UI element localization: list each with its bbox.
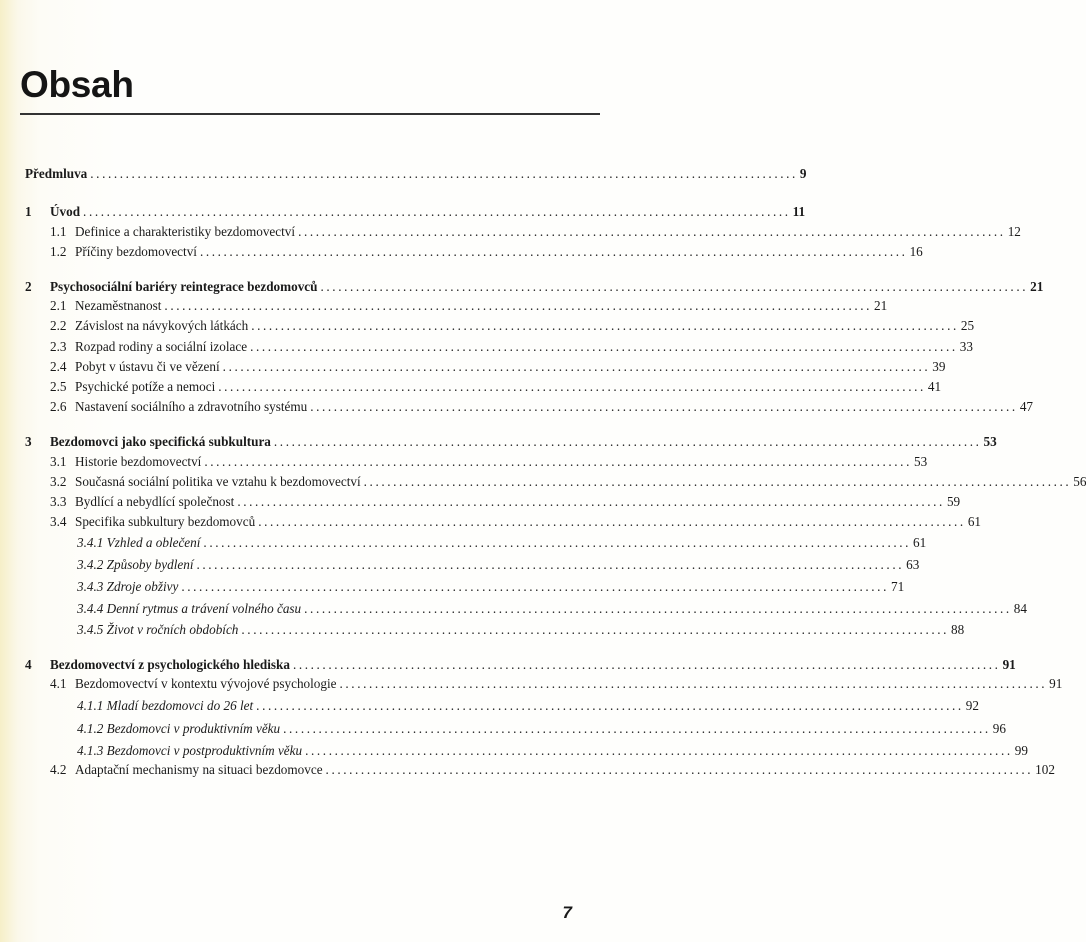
page-ref: 11 bbox=[792, 204, 806, 219]
section-title: Psychické potíže a nemoci bbox=[75, 379, 216, 394]
section-title: Adaptační mechanismy na situaci bezdomovce bbox=[75, 762, 323, 777]
page-ref: 102 bbox=[1035, 762, 1055, 777]
toc-entry bbox=[0, 534, 927, 552]
toc-entry bbox=[0, 223, 1021, 241]
dot-leader: ........................................................................................................................ bbox=[363, 474, 1072, 489]
section-title: Pobyt v ústavu či ve vězení bbox=[75, 359, 220, 374]
entry-title: 3.4.5 Život v ročních obdobích bbox=[77, 622, 239, 637]
entry-title bbox=[50, 675, 337, 693]
toc-entry bbox=[0, 453, 928, 471]
section-title: Bezdomovectví v kontextu vývojové psychologie bbox=[75, 676, 337, 691]
section-title: Rozpad rodiny a sociální izolace bbox=[75, 339, 248, 354]
dot-leader: ........................................................................................................................ bbox=[241, 622, 950, 637]
section-title: Bydlící a nebydlící společnost bbox=[75, 494, 235, 509]
entry-title: 3.4.1 Vzhled a oblečení bbox=[77, 535, 201, 550]
page-ref: 16 bbox=[909, 244, 923, 259]
toc-entry bbox=[0, 473, 1086, 491]
chapter-number: 1 bbox=[25, 204, 32, 219]
section-number: 2.6 bbox=[50, 399, 67, 414]
toc-entry bbox=[0, 742, 1028, 760]
page-ref: 91 bbox=[1002, 657, 1016, 672]
toc-entry bbox=[0, 433, 997, 451]
entry-title bbox=[50, 493, 234, 511]
page-ref: 47 bbox=[1019, 399, 1034, 414]
dot-leader: ........................................................................................................................ bbox=[283, 721, 991, 736]
entry-title: 4.1.1 Mladí bezdomovci do 26 let bbox=[77, 698, 254, 713]
entry-title: 3.4.3 Zdroje obživy bbox=[77, 579, 179, 594]
toc-entry bbox=[0, 761, 1055, 779]
dot-leader: ........................................................................................................................ bbox=[196, 557, 905, 572]
chapter-number: 3 bbox=[25, 434, 32, 449]
page-ref: 63 bbox=[906, 557, 920, 572]
page-ref: 61 bbox=[913, 535, 927, 550]
section-number: 2.4 bbox=[50, 359, 67, 374]
section-number: 3.1 bbox=[50, 454, 67, 469]
toc-entry bbox=[0, 165, 807, 183]
dot-leader: ........................................................................................................................ bbox=[222, 359, 931, 374]
page-ref: 91 bbox=[1049, 676, 1063, 691]
dot-leader: ........................................................................................................................ bbox=[298, 224, 1006, 239]
dot-leader: ........................................................................................................................ bbox=[304, 601, 1012, 616]
entry-title bbox=[50, 398, 307, 416]
toc-entry bbox=[0, 621, 965, 639]
section-title: Historie bezdomovectví bbox=[75, 454, 202, 469]
entry-title bbox=[50, 378, 215, 396]
page-ref: 21 bbox=[874, 298, 888, 313]
toc-entry bbox=[0, 338, 973, 356]
toc-entry bbox=[0, 203, 806, 221]
section-number: 2.2 bbox=[50, 318, 67, 333]
toc-entry bbox=[0, 378, 942, 396]
page-number: 7 bbox=[562, 903, 572, 922]
dot-leader: ........................................................................................................................ bbox=[83, 204, 791, 219]
dot-leader: ........................................................................................................................ bbox=[320, 279, 1029, 294]
section-number: 1.2 bbox=[50, 244, 67, 259]
page-ref: 96 bbox=[992, 721, 1006, 736]
section-title: Nastavení sociálního a zdravotního systému bbox=[75, 399, 308, 414]
section-number: 2.3 bbox=[50, 339, 67, 354]
toc-entry bbox=[0, 720, 1006, 738]
entry-title bbox=[50, 453, 201, 471]
chapter-number: 4 bbox=[25, 657, 32, 672]
entry-title: 4.1.2 Bezdomovci v produktivním věku bbox=[77, 721, 281, 736]
page-ref: 99 bbox=[1014, 743, 1028, 758]
toc-entry bbox=[0, 493, 961, 511]
page-ref: 25 bbox=[960, 318, 975, 333]
page-title: Obsah bbox=[20, 64, 134, 105]
dot-leader: ........................................................................................................................ bbox=[292, 657, 1001, 672]
dot-leader: ........................................................................................................................ bbox=[258, 514, 966, 529]
entry-title: Bezdomovectví z psychologického hlediska bbox=[50, 657, 290, 672]
dot-leader: ........................................................................................................................ bbox=[181, 579, 889, 594]
entry-title bbox=[50, 513, 255, 531]
toc-entry bbox=[0, 675, 1063, 693]
dot-leader: ........................................................................................................................ bbox=[325, 762, 1034, 777]
dot-leader: ........................................................................................................................ bbox=[251, 318, 959, 333]
section-number: 1.1 bbox=[50, 224, 67, 239]
dot-leader: ........................................................................................................................ bbox=[310, 399, 1018, 414]
section-title: Specifika subkultury bezdomovců bbox=[75, 514, 256, 529]
dot-leader: ........................................................................................................................ bbox=[90, 166, 798, 181]
entry-title bbox=[50, 761, 323, 779]
section-title: Příčiny bezdomovectví bbox=[75, 244, 197, 259]
entry-title: 3.4.2 Způsoby bydlení bbox=[77, 557, 194, 572]
page-ref: 88 bbox=[951, 622, 965, 637]
dot-leader: ........................................................................................................................ bbox=[164, 298, 873, 313]
section-title: Současná sociální politika ve vztahu k bezdomovectví bbox=[75, 474, 361, 489]
dot-leader: ........................................................................................................................ bbox=[256, 698, 964, 713]
page-ref: 92 bbox=[965, 698, 979, 713]
page-ref: 53 bbox=[913, 454, 928, 469]
entry-title bbox=[50, 473, 361, 491]
toc-entry bbox=[0, 578, 905, 596]
entry-title: 4.1.3 Bezdomovci v postproduktivním věku bbox=[77, 743, 303, 758]
entry-title bbox=[50, 358, 220, 376]
section-number: 3.3 bbox=[50, 494, 67, 509]
entry-title: Předmluva bbox=[25, 166, 88, 181]
entry-title bbox=[50, 223, 295, 241]
dot-leader: ........................................................................................................................ bbox=[204, 454, 912, 469]
section-number: 2.1 bbox=[50, 298, 67, 313]
toc-entry bbox=[0, 556, 920, 574]
entry-title bbox=[50, 297, 161, 315]
entry-title: Úvod bbox=[50, 204, 81, 219]
toc-entry bbox=[0, 297, 888, 315]
title-rule bbox=[20, 113, 600, 115]
page-ref: 59 bbox=[946, 494, 961, 509]
page-ref: 9 bbox=[799, 166, 807, 181]
dot-leader: ........................................................................................................................ bbox=[305, 743, 1013, 758]
section-title: Závislost na návykových látkách bbox=[75, 318, 249, 333]
dot-leader: ........................................................................................................................ bbox=[199, 244, 908, 259]
page-ref: 21 bbox=[1030, 279, 1044, 294]
page-ref: 12 bbox=[1007, 224, 1021, 239]
dot-leader: ........................................................................................................................ bbox=[237, 494, 945, 509]
toc-entry bbox=[0, 278, 1044, 296]
entry-title: Bezdomovci jako specifická subkultura bbox=[50, 434, 271, 449]
page-ref: 71 bbox=[890, 579, 905, 594]
dot-leader: ........................................................................................................................ bbox=[273, 434, 982, 449]
page-ref: 61 bbox=[967, 514, 982, 529]
section-title: Nezaměstnanost bbox=[75, 298, 162, 313]
dot-leader: ........................................................................................................................ bbox=[203, 535, 912, 550]
toc-entry bbox=[0, 600, 1027, 618]
toc-entry bbox=[0, 243, 923, 261]
page-ref: 39 bbox=[932, 359, 946, 374]
chapter-number: 2 bbox=[25, 279, 32, 294]
page-ref: 41 bbox=[927, 379, 942, 394]
page-ref: 56 bbox=[1073, 474, 1086, 489]
toc-entry bbox=[0, 317, 975, 335]
section-number: 3.2 bbox=[50, 474, 67, 489]
toc-entry bbox=[0, 513, 982, 531]
section-number: 3.4 bbox=[50, 514, 67, 529]
entry-title: 3.4.4 Denní rytmus a trávení volného času bbox=[77, 601, 302, 616]
toc-entry bbox=[0, 398, 1034, 416]
section-number: 2.5 bbox=[50, 379, 67, 394]
page-ref: 33 bbox=[959, 339, 973, 354]
dot-leader: ........................................................................................................................ bbox=[250, 339, 958, 354]
section-number: 4.2 bbox=[50, 762, 67, 777]
section-number: 4.1 bbox=[50, 676, 67, 691]
entry-title bbox=[50, 243, 197, 261]
section-title: Definice a charakteristiky bezdomovectví bbox=[75, 224, 296, 239]
dot-leader: ........................................................................................................................ bbox=[339, 676, 1048, 691]
toc-entry bbox=[0, 656, 1016, 674]
entry-title: Psychosociální bariéry reintegrace bezdomovců bbox=[50, 279, 318, 294]
entry-title bbox=[50, 317, 248, 335]
toc-entry bbox=[0, 358, 946, 376]
toc-entry bbox=[0, 697, 979, 715]
entry-title bbox=[50, 338, 247, 356]
page-ref: 84 bbox=[1013, 601, 1027, 616]
page-ref: 53 bbox=[983, 434, 997, 449]
dot-leader: ........................................................................................................................ bbox=[218, 379, 926, 394]
